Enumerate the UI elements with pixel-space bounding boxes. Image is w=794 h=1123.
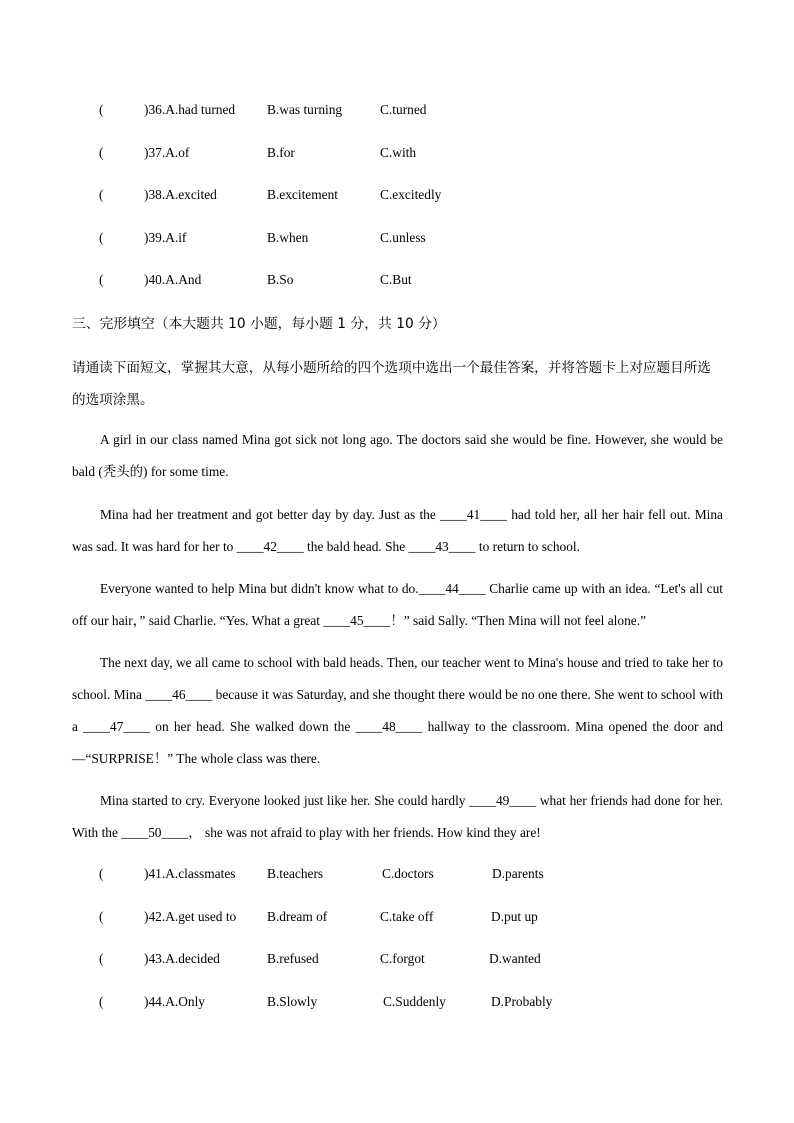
passage-paragraph-5: Mina started to cry. Everyone looked just like her. She could hardly ____49____ what her friends had done for her. With the ____50____， she was not afraid to play with her friends. How kind they are! xyxy=(72,793,723,840)
option-d: D.wanted xyxy=(489,951,541,966)
option-d: D.Probably xyxy=(491,994,553,1009)
option-a: )39.A.if xyxy=(144,230,187,245)
passage-paragraph-3: Everyone wanted to help Mina but didn't know what to do.____44____ Charlie came up with an idea. “Let's all cut off our hair，” said Charlie. “Yes. What a great ____45____！” said Sally. “Then Mina will not feel alone.” xyxy=(72,581,723,628)
question-row-36 xyxy=(99,100,619,120)
option-c: C.turned xyxy=(380,102,427,117)
answer-bracket: ( xyxy=(99,230,104,245)
option-a: )40.A.And xyxy=(144,272,202,287)
option-b: B.when xyxy=(267,230,309,245)
option-a: )41.A.classmates xyxy=(144,866,236,881)
question-row-40 xyxy=(99,270,619,290)
option-d: D.parents xyxy=(492,866,544,881)
answer-bracket: ( xyxy=(99,866,104,881)
option-c: C.doctors xyxy=(382,866,434,881)
option-b: B.for xyxy=(267,145,295,160)
question-row-44 xyxy=(99,992,659,1012)
option-a: )44.A.Only xyxy=(144,994,205,1009)
section-instructions: 请通读下面短文，掌握其大意，从每小题所给的四个选项中选出一个最佳答案，并将答题卡上对应题目所选的选项涂黑。 xyxy=(72,360,711,408)
option-b: B.dream of xyxy=(267,909,328,924)
option-c: C.with xyxy=(380,145,417,160)
question-row-43 xyxy=(99,949,659,969)
option-b: B.was turning xyxy=(267,102,343,117)
question-row-38 xyxy=(99,185,619,205)
option-c: C.Suddenly xyxy=(383,994,446,1009)
option-c: C.excitedly xyxy=(380,187,442,202)
option-b: B.Slowly xyxy=(267,994,318,1009)
option-c: C.unless xyxy=(380,230,426,245)
option-a: )42.A.get used to xyxy=(144,909,237,924)
option-b: B.So xyxy=(267,272,294,287)
option-c: C.But xyxy=(380,272,412,287)
answer-bracket: ( xyxy=(99,909,104,924)
option-a: )43.A.decided xyxy=(144,951,220,966)
option-c: C.forgot xyxy=(380,951,425,966)
passage-paragraph-4: The next day, we all came to school with bald heads. Then, our teacher went to Mina's house and tried to take her to school. Mina ____46____ because it was Saturday, and she thought there would be no one there. She went to school with a ____47____ on her head. She walked down the ____48____ hallway to the classroom. Mina opened the door and—“SURPRISE！” The whole class was there. xyxy=(72,655,723,766)
question-row-41 xyxy=(99,864,659,884)
answer-bracket: ( xyxy=(99,951,104,966)
option-a: )38.A.excited xyxy=(144,187,217,202)
option-c: C.take off xyxy=(380,909,434,924)
option-a: )37.A.of xyxy=(144,145,190,160)
option-b: B.refused xyxy=(267,951,319,966)
option-a: )36.A.had turned xyxy=(144,102,236,117)
answer-bracket: ( xyxy=(99,272,104,287)
passage-paragraph-2: Mina had her treatment and got better day by day. Just as the ____41____ had told her, all her hair fell out. Mina was sad. It was hard for her to ____42____ the bald head. She ____43____ to return to school. xyxy=(72,507,723,554)
question-row-42 xyxy=(99,907,659,927)
passage-paragraph-1: A girl in our class named Mina got sick not long ago. The doctors said she would be fine. However, she would be bald (秃头的) for some time. xyxy=(72,432,723,479)
section-title: 三、完形填空（本大题共 10 小题，每小题 1 分，共 10 分） xyxy=(72,316,446,332)
answer-bracket: ( xyxy=(99,102,104,117)
answer-bracket: ( xyxy=(99,145,104,160)
question-row-39 xyxy=(99,228,619,248)
question-row-37 xyxy=(99,143,619,163)
option-d: D.put up xyxy=(491,909,538,924)
option-b: B.excitement xyxy=(267,187,339,202)
answer-bracket: ( xyxy=(99,187,104,202)
option-b: B.teachers xyxy=(267,866,324,881)
answer-bracket: ( xyxy=(99,994,104,1009)
